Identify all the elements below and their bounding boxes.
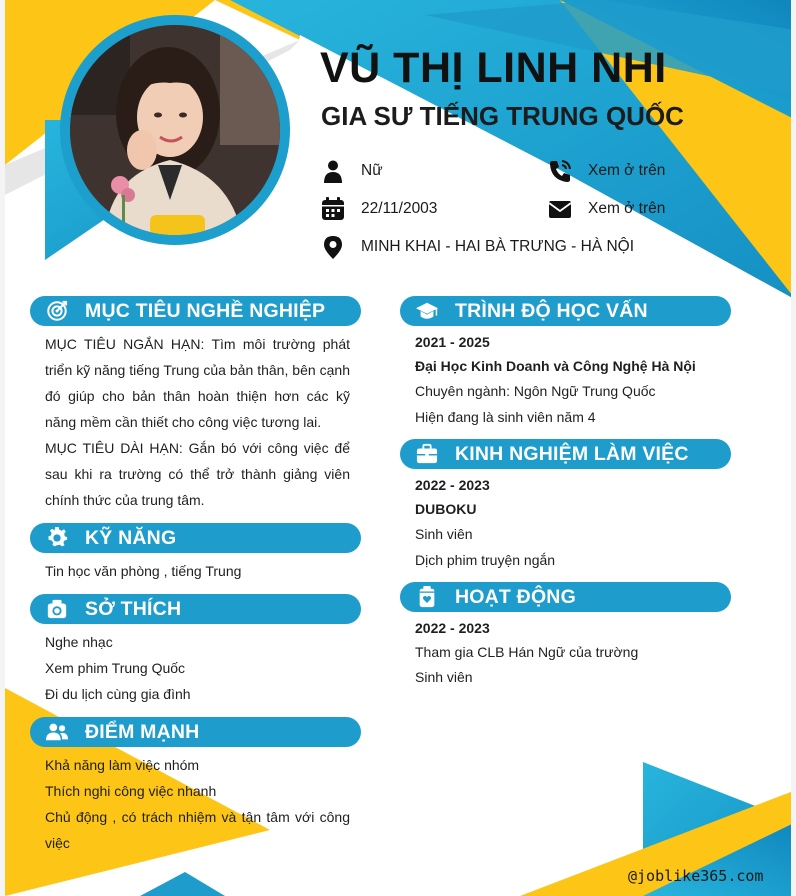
phone-icon: [547, 158, 573, 184]
objective-heading: [30, 296, 361, 326]
strengths-heading: [30, 717, 361, 747]
activities-role: Sinh viên: [415, 669, 473, 685]
activities-period: 2022 - 2023: [415, 620, 490, 636]
target-icon: [44, 298, 70, 324]
briefcase-icon: [414, 441, 440, 467]
experience-heading-label: KINH NGHIỆM LÀM VIỆC: [455, 442, 689, 465]
gender-value: Nữ: [361, 162, 383, 179]
hobby-item: Xem phim Trung Quốc: [45, 660, 186, 676]
page-edge-left: [0, 0, 5, 896]
activities-heading-label: HOẠT ĐỘNG: [455, 585, 576, 608]
person-icon: [320, 158, 346, 184]
activities-heading: [400, 582, 731, 612]
hobby-item: Nghe nhạc: [45, 634, 113, 650]
hobbies-body: [45, 629, 350, 707]
objective-long-term: MỤC TIÊU DÀI HẠN: Gắn bó với công việc để sau khi ra trường có thể trở thành giảng viên chính thức của trung tâm.: [45, 440, 350, 508]
email-value: Xem ở trên: [588, 200, 666, 217]
skill-item: Tin học văn phòng , tiếng Trung: [45, 563, 242, 579]
email-row: [547, 195, 665, 223]
experience-company: DUBOKU: [415, 501, 477, 517]
education-period: 2021 - 2025: [415, 334, 490, 350]
experience-role: Sinh viên: [415, 526, 473, 542]
candidate-name: VŨ THỊ LINH NHI: [320, 44, 667, 92]
activities-body: [415, 616, 725, 690]
strengths-heading-label: ĐIỂM MẠNH: [85, 720, 200, 743]
users-icon: [44, 719, 70, 745]
phone-value: Xem ở trên: [588, 162, 666, 179]
birthday-row: [320, 195, 437, 223]
skills-heading-label: KỸ NĂNG: [85, 526, 177, 549]
education-major: Chuyên ngành: Ngôn Ngữ Trung Quốc: [415, 383, 656, 399]
graduation-cap-icon: [414, 298, 440, 324]
hobbies-heading: [30, 594, 361, 624]
activities-activity: Tham gia CLB Hán Ngữ của trường: [415, 644, 639, 660]
hobbies-heading-label: SỞ THÍCH: [85, 597, 182, 620]
calendar-icon: [320, 196, 346, 222]
avatar: [70, 25, 280, 235]
experience-task: Dịch phim truyện ngắn: [415, 552, 556, 568]
job-title: GIA SƯ TIẾNG TRUNG QUỐC: [321, 101, 684, 131]
objective-short-term: MỤC TIÊU NGẮN HẠN: Tìm môi trường phát triển kỹ năng tiếng Trung của bản thân, bên cạnh đó giúp cho bản thân hoàn thiện hơn các kỹ năng mềm cần thiết cho công việc tương lai.: [45, 336, 350, 430]
camera-icon: [44, 596, 70, 622]
hobby-item: Đi du lịch cùng gia đình: [45, 686, 191, 702]
strengths-body: [45, 752, 350, 856]
objective-heading-label: MỤC TIÊU NGHỀ NGHIỆP: [85, 299, 326, 322]
avatar-photo: [70, 25, 280, 235]
strength-item: Thích nghi công việc nhanh: [45, 783, 217, 799]
objective-body: [45, 331, 350, 513]
skills-heading: [30, 523, 361, 553]
education-status: Hiện đang là sinh viên năm 4: [415, 409, 596, 425]
experience-heading: [400, 439, 731, 469]
map-marker-icon: [320, 234, 346, 260]
birthday-value: 22/11/2003: [361, 200, 438, 217]
address-row: [320, 233, 634, 261]
address-value: MINH KHAI - HAI BÀ TRƯNG - HÀ NỘI: [361, 238, 635, 255]
experience-body: [415, 473, 725, 573]
skills-body: [45, 558, 350, 584]
page-edge-right: [791, 0, 796, 896]
experience-period: 2022 - 2023: [415, 477, 490, 493]
education-heading: [400, 296, 731, 326]
badge-icon: [414, 584, 440, 610]
gender-row: [320, 157, 383, 185]
education-body: [415, 330, 725, 430]
education-school: Đại Học Kinh Doanh và Công Nghệ Hà Nội: [415, 358, 696, 374]
watermark: @joblike365.com: [628, 867, 764, 885]
envelope-icon: [547, 196, 573, 222]
strength-item: Khả năng làm việc nhóm: [45, 757, 200, 773]
education-heading-label: TRÌNH ĐỘ HỌC VẤN: [455, 299, 648, 322]
phone-row: [547, 157, 665, 185]
gear-icon: [44, 525, 70, 551]
strength-item: Chủ động , có trách nhiệm và tận tâm với công việc: [45, 809, 350, 851]
